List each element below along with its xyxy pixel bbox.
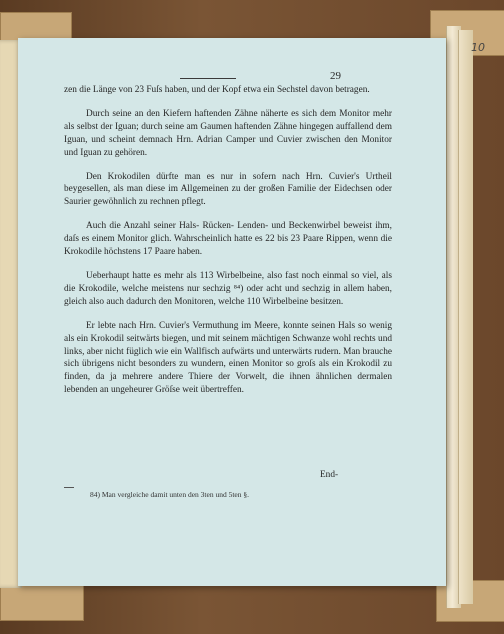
body-text	[64, 84, 392, 408]
paragraph: Auch die Anzahl seiner Hals- Rücken- Lenden- und Beckenwirbel beweist ihm, daſs es einem Monitor glich. Wahrscheinlich hatte es 22 bis 23 Paare Rippen, wenn die Krokodile höchstens 17 Paare haben.	[64, 221, 392, 258]
paragraph: Durch seine an den Kiefern haftenden Zähne näherte es sich dem Monitor mehr als selbst der Iguan; durch seine am Gaumen haftenden Zähne hingegen auffallend dem Iguan, und scheint demnach Hrn. Adrian Camper und Cuvier zwischen den Monitor und Iguan zu gehören.	[64, 108, 392, 158]
footnote: 84) Man vergleiche damit unten den 3ten und 5ten §.	[90, 490, 249, 499]
paragraph: Ueberhaupt hatte es mehr als 113 Wirbelbeine, also fast noch einmal so viel, als die Krokodile, welche meistens nur sechzig ⁸⁴) oder acht und sechzig in allem haben, gleich also auch dadurch den Monitoren, welche 110 Wirbelbeine besitzen.	[64, 270, 392, 307]
page-number: 29	[330, 70, 341, 82]
cardboard-corner-bottom-left	[0, 585, 84, 621]
header-rule	[180, 78, 236, 79]
corner-pencil-mark: 10	[471, 41, 485, 54]
paragraph: zen die Länge von 23 Fuſs haben, und der Kopf etwa ein Sechstel davon betragen.	[64, 85, 370, 95]
paragraph: Den Krokodilen dürfte man es nur in sofern nach Hrn. Cuvier's Urtheil beygesellen, als man diese im Allgemeinen zu der großen Familie der Eidechsen oder Saurier gewöhnlich zu rechnen pflegt.	[64, 171, 392, 208]
footnote-rule	[64, 487, 74, 488]
page-edge-stack-outer	[458, 30, 473, 604]
catchword: End-	[320, 470, 339, 480]
paragraph: Er lebte nach Hrn. Cuvier's Vermuthung im Meere, konnte seinen Hals so wenig als ein Krokodil seitwärts biegen, und mit seinem mächtigen Schwanze wohl rechts und links, aber nicht füglich wie ein Wallfisch aufwärts und unterwärts rudern. Man brauche sich übrigens nicht besonders zu wundern, einen Monitor so groſs als ein Krokodil zu finden, da ja mehrere andere Thiere der Vorwelt, die ihnen ähnlichen dermalen lebenden an ungeheurer Gröſse weit übertreffen.	[64, 320, 392, 396]
